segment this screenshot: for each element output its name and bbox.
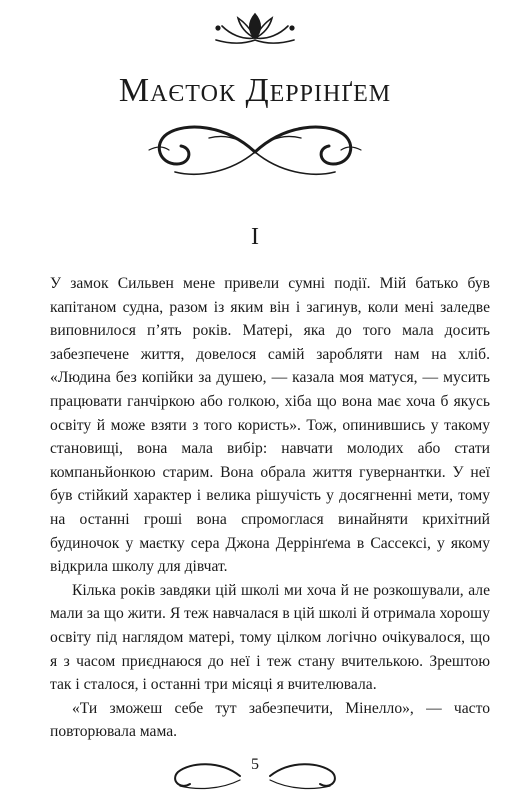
chapter-number: I [251, 224, 259, 250]
paragraph: У замок Сильвен мене привели сумні події. Мій батько був капітаном судна, разом із яким він і загинув, коли мені заледве виповнилося п’ять років. Матері, яка до того мала досить забезпечене життя, довелося самій заробляти нам на хліб. «Людина без копійки за душею, — казала моя матуся, — мусить працювати ганчіркою або голкою, хіба що вона має хоча б якусь освіту й може взяти з того користь». Тож, опинившись у такому становищі, вона мала вибір: навчати молодих або стати компаньйонкою старим. Вона обрала життя гувернантки. У неї був стійкий характер і велика рішучість у досягненні мети, тому на останні гроші вона спромоглася винайняти крихітний будиночок у маєтку сера Джона Деррінґема в Сассексі, у якому відкрила школу для дівчат. [50, 275, 490, 576]
paragraph: «Ти зможеш себе тут забезпечити, Мінелло», — часто повторювала мама. [50, 699, 490, 741]
body-text [50, 272, 490, 744]
paragraph: Кілька років завдяки цій школі ми хоча й не розкошували, але мали за що жити. Я теж навчалася в цій школі й отримала хорошу освіту під наглядом матері, тому цілком логічно очікувалося, що я з часом приєднаюся до неї і теж стану вчителькою. Зрештою так і сталося, і останні три місяці я вчителювала. [50, 581, 490, 694]
flourish-divider-icon [145, 116, 365, 186]
page-title: Маєток Деррінґем [118, 72, 392, 109]
lotus-ornament-icon [210, 8, 300, 48]
page-number: 5 [251, 756, 259, 773]
